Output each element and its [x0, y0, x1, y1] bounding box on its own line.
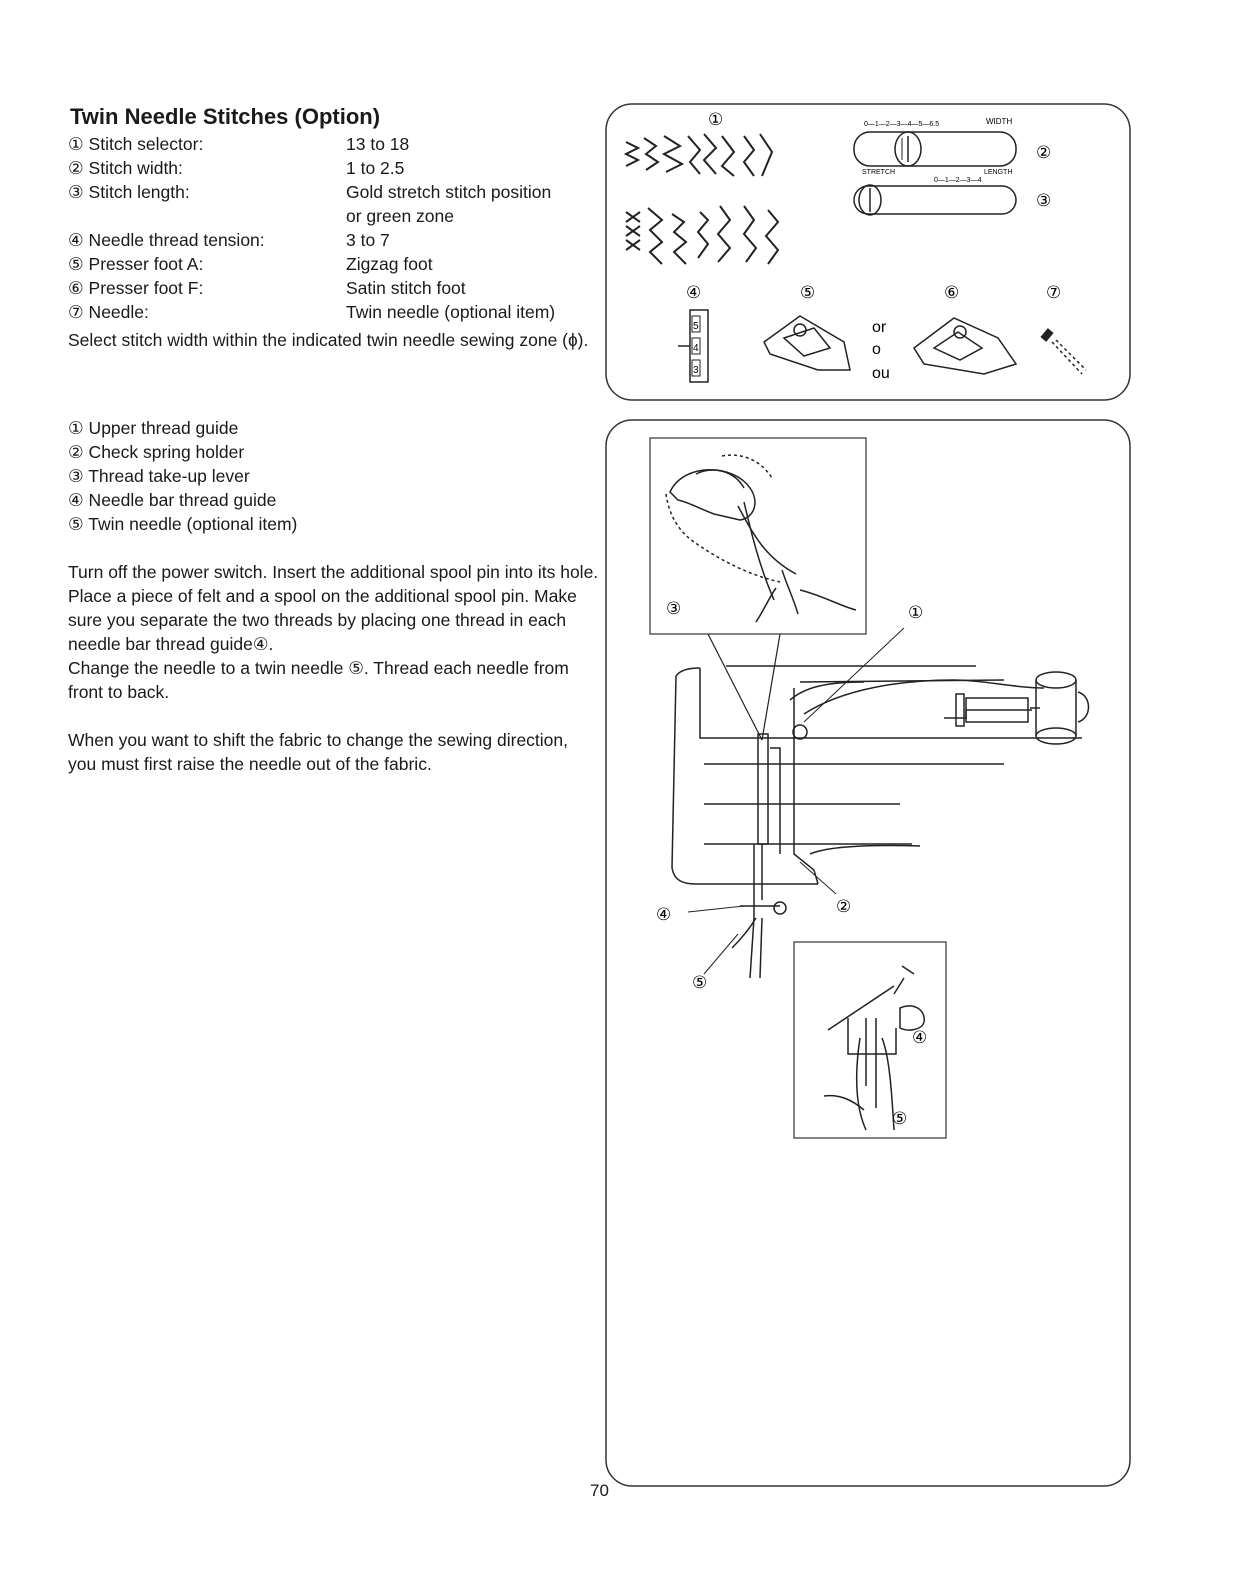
spec-row [68, 132, 608, 156]
spec-label: ⑦ Needle: [68, 302, 149, 322]
callout-lines [688, 628, 904, 974]
spec-row [68, 252, 608, 276]
spec-label: ③ Stitch length: [68, 182, 190, 202]
width-scale: 0—1—2—3—4—5—6.5 [864, 121, 940, 128]
spec-value-line: Zigzag foot [346, 254, 433, 274]
spec-value-line: 3 to 7 [346, 230, 390, 250]
tension-dial-icon [678, 310, 708, 382]
settings-figure-frame [606, 104, 1130, 400]
marker-4-inset: ④ [912, 1028, 928, 1047]
twin-needle-icon [1041, 329, 1086, 374]
or-label-fr: ou [872, 365, 890, 382]
stitch-patterns-icon [626, 134, 778, 264]
or-label-es: o [872, 341, 881, 358]
sewing-machine-body [672, 666, 1089, 978]
page-number: 70 [590, 1481, 609, 1500]
tension-scale-4: 4 [693, 343, 699, 354]
length-scale: 0—1—2—3—4 [934, 177, 982, 184]
instruction-paragraph: Change the needle to a twin needle ⑤. Thread each needle from front to back. [68, 658, 569, 702]
marker-4: ④ [686, 283, 702, 302]
spec-value-line: 13 to 18 [346, 134, 410, 154]
stretch-label: STRETCH [862, 169, 896, 176]
spec-value-line: Satin stitch foot [346, 278, 466, 298]
width-label: WIDTH [986, 117, 1013, 126]
marker-1-main: ① [908, 603, 924, 622]
threading-instructions [68, 560, 608, 704]
width-note: Select stitch width within the indicated twin needle sewing zone (ɸ). [68, 330, 589, 350]
threading-figure [604, 418, 1132, 1490]
spec-row [68, 276, 608, 300]
marker-3: ③ [1036, 191, 1052, 210]
settings-table [68, 132, 608, 324]
spec-value-line: Gold stretch stitch position [346, 182, 552, 202]
spec-value-line: Twin needle (optional item) [346, 302, 556, 322]
spec-value [346, 132, 608, 156]
spec-label: ② Stitch width: [68, 158, 183, 178]
threading-figure-frame [606, 420, 1130, 1486]
marker-5-main: ⑤ [692, 973, 708, 992]
tension-scale-3: 3 [693, 365, 699, 376]
spec-value [346, 156, 608, 180]
zigzag-foot-icon [764, 316, 850, 370]
part-item: ② Check spring holder [68, 442, 245, 462]
shift-fabric-note: When you want to shift the fabric to change the sewing direction, you must first raise the needle out of the fabric. [68, 730, 569, 774]
take-up-lever-drawing [666, 455, 856, 622]
marker-2: ② [1036, 143, 1052, 162]
part-item: ⑤ Twin needle (optional item) [68, 514, 298, 534]
stitch-length-dial [854, 169, 1016, 215]
length-label: LENGTH [984, 169, 1013, 176]
marker-3-inset: ③ [666, 599, 682, 618]
spec-row [68, 228, 608, 252]
marker-2-main: ② [836, 897, 852, 916]
spec-label: ⑥ Presser foot F: [68, 278, 204, 298]
marker-7: ⑦ [1046, 283, 1062, 302]
stitch-width-dial [854, 117, 1016, 166]
part-item: ③ Thread take-up lever [68, 466, 250, 486]
spec-row [68, 300, 608, 324]
part-item: ④ Needle bar thread guide [68, 490, 277, 510]
marker-6: ⑥ [944, 283, 960, 302]
tension-scale-5: 5 [693, 321, 699, 332]
spec-label: ① Stitch selector: [68, 134, 204, 154]
spec-value [346, 252, 608, 276]
marker-5-inset: ⑤ [892, 1109, 908, 1128]
spec-value [346, 276, 608, 300]
instruction-paragraph: Turn off the power switch. Insert the additional spool pin into its hole. Place a piece of felt and a spool on the additional spool pin. Make sure you separate the two threads by placing one thread in each needle bar thread guide④. [68, 562, 599, 654]
or-label-en: or [872, 319, 887, 336]
spec-value [346, 300, 608, 324]
spec-value-line: 1 to 2.5 [346, 158, 405, 178]
satin-foot-icon [914, 318, 1016, 374]
spec-label: ④ Needle thread tension: [68, 230, 265, 250]
spec-row [68, 180, 608, 228]
spec-value-line: or green zone [346, 206, 454, 226]
part-item: ① Upper thread guide [68, 418, 239, 438]
take-up-lever-inset [650, 438, 866, 634]
parts-list [68, 416, 568, 536]
page-title: Twin Needle Stitches (Option) [70, 104, 381, 129]
spec-value [346, 180, 608, 228]
spec-row [68, 156, 608, 180]
marker-5: ⑤ [800, 283, 816, 302]
twin-needle-drawing [824, 966, 924, 1130]
spec-value [346, 228, 608, 252]
settings-figure [604, 102, 1132, 402]
spec-label: ⑤ Presser foot A: [68, 254, 204, 274]
marker-1: ① [708, 110, 724, 129]
marker-4-main: ④ [656, 905, 672, 924]
